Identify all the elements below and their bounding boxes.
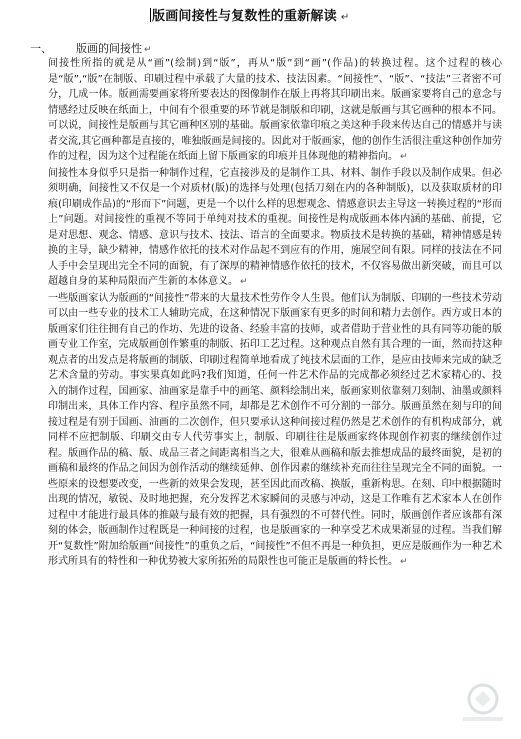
section-title: 版画的间接性: [76, 42, 142, 55]
paragraph-1: 间接性所指的就是从“画”(绘制)到“版”，再从“版”到“画”(作品)的转换过程。这个过程的核心是“版”,“版”在制版、印刷过程中承载了大量的技术、技法因素。“间接性”、“版”、“技法”三者密不可分，几成一体。版画需要画家将所要表达的图像制作在版上再将其印刷出来。版画家要将自己的意念与情感经过反映在纸面上，中间有个很重要的环节就是制版和印刷，这就是版画与其它画种的根本不同。可以说，间接性是版画与其它画种区别的基础。版画家依靠印痕之美这种手段来传达自己的情感并与读者交流,其它画种都是直接的，唯独版画是间接的。因此对于版画家，他的创作生活很注重这种创作加劳作的过程，因为这个过程能在纸面上留下版画家的印痕并且体现他的精神指向。 ↵: [48, 58, 502, 162]
section-number: 一、: [30, 42, 52, 55]
paragraph-mark: ↵: [340, 12, 350, 23]
paragraph-3: 一些版画家认为版画的“间接性”带来的大量技术性劳作令人生畏。他们认为制版、印刷的一些技术劳动可以由一些专业的技术工人辅助完成，在这种情况下版画家有更多的时间和精力去创作。西方或日本的版画家们往往拥有自己的作坊、先进的设备、经验丰富的技师，或者借助于营业性的具有同等功能的版画专业工作室，完成版画创作繁重的制版、拓印工艺过程。这种观点自然有其合理的一面，然而持这种观点者的出发点是将版画的制版、印刷过程简单地看成了纯技术层面的工作，是应由技师来完成的缺乏艺术含量的劳动。事实果真如此吗?我们知道，任何一件艺术作品的完成都必须经过艺术家精心的、投入的制作过程，国画家、油画家是靠手中的画笔、颜料绘制出来，版画家则依靠刻刀刻制、油墨或颜料印制出来，具体工作内容、程序虽然不同，却都是艺术创作不可分割的一部分。版画虽然在刻与印的间接过程是有别于国画、油画的二次创作，但只要承认这种间接过程仍然是艺术创作的有机构成部分，就同样不应把制版、印刷交由专人代劳事实上，制版、印刷往往是版画家终体现创作初衷的继续创作过程。版画作品的稿、版、成品三者之间距离相当之大，很难从画稿和版去推想成品的最终面貌，是初的画稿和最终的作品之间因为创作活动的继续延伸、创作因素的继续补充而往往呈现完全不同的面貌。一些原来的设想要改变，一些新的效果会发现，甚至因此而改稿、换版，重新构思。在刻、印中根据随时出现的情况，敏锐、及时地把握，充分发挥艺术家瞬间的灵感与冲动，这是工作唯有艺术家本人在创作过程中才能进行最具体的推敲与最有效的把握，具有强烈的不可替代性。同时，版画创作者应该都有深刻的体会，版画制作过程既是一种间接的过程，也是版画家的一种享受艺术成果渐显的过程。当我们解开“复数性”附加给版画“间接性”的重负之后，“间接性”不但不再是一种负担，更应是版画作为一种艺术形式所具有的特性和一种优势被大家所拓殆的局限性也可能正是版画的特长性。 ↵: [48, 292, 502, 567]
section-heading: [30, 40, 152, 56]
paragraph-2: 间接性本身似乎只是指一种制作过程，它直接涉及的是制作工具、材料、制作手段以及制作成果。但必须明确，间接性又不仅是一个对质材(版)的选择与处理(包括刀刻在内的各种制版)，以及获取质材的印痕(印刷成作品)的“形而下”问题，更是一个以什么样的思想观念、情感意识去主导这一转换过程的“形而上”问题。对间接性的重视不等同于单纯对技术的重视。间接性是构成版画本体内涵的基础、前提，它是对思想、观念、情感、意识与技术、技法、语言的全面要求。物质技术是转换的基础，精神情感是转换的主导，缺少精神，情感作依托的技术对作品起不到应有的作用，施展空间有限。同样的技法在不同人手中会呈现出完全不同的面貌，有了深厚的精神情感作依托的技术，不仅容易做出新突破，而且可以超越自身的某种局限而产生新的本体意义。 ↵: [48, 167, 502, 287]
watermark-icon: [453, 679, 513, 725]
paragraph-mark: ↵: [400, 152, 408, 162]
paragraph-mark: ↵: [240, 277, 248, 287]
document-body: [48, 56, 502, 571]
document-title: 版画间接性与复数性的重新解读: [152, 9, 337, 24]
text-cursor: [150, 8, 151, 22]
document-title-line: [150, 5, 370, 24]
paragraph-mark: ↵: [400, 557, 408, 567]
paragraph-mark: ↵: [144, 45, 152, 55]
